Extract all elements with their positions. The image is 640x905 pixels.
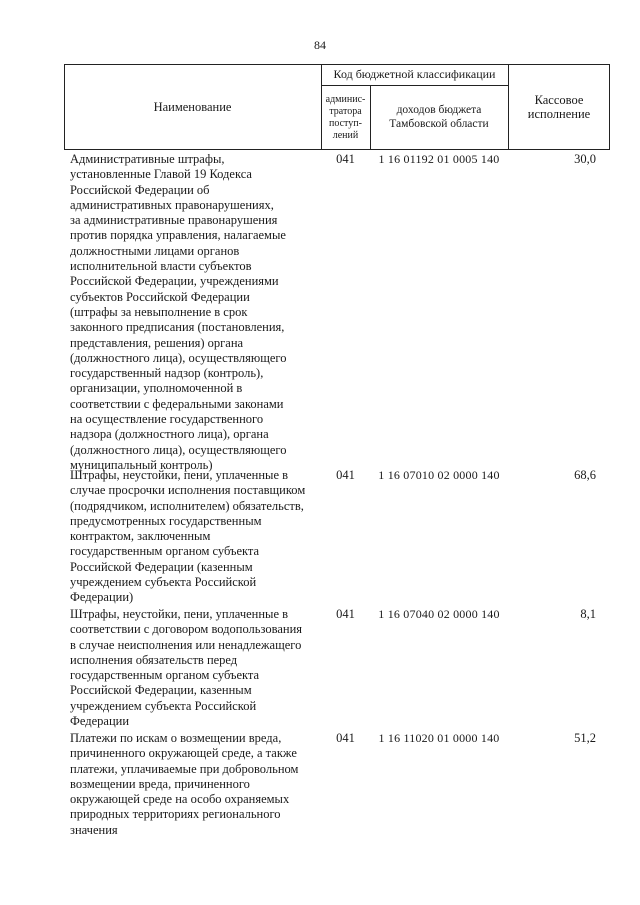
header-execution-text: Кассовое исполнение [527, 92, 591, 121]
header-admin [321, 86, 370, 149]
row-amount: 68,6 [574, 468, 596, 482]
header-budget-code-text: Код бюджетной классификации [333, 67, 496, 82]
header-name-text: Наименование [153, 99, 232, 114]
header-execution [508, 65, 610, 149]
row-amount: 30,0 [574, 152, 596, 166]
header-budget-code [321, 65, 508, 85]
row-income-code: 1 16 01192 01 0005 140 [378, 152, 500, 166]
row-admin-code: 041 [336, 731, 355, 745]
row-amount: 8,1 [580, 607, 596, 621]
table-row [64, 607, 610, 731]
table-header [64, 64, 610, 150]
row-admin-code: 041 [336, 468, 355, 482]
header-income [370, 86, 508, 149]
row-admin-code: 041 [336, 607, 355, 621]
header-admin-text: админис- тратора поступ- лений [325, 93, 366, 141]
row-admin-code: 041 [336, 152, 355, 166]
header-name [64, 65, 321, 149]
table-row [64, 731, 610, 841]
row-name: Административные штрафы, установленные Главой 19 Кодекса Российской Федерации об административных правонарушениях, за административные правонарушения против порядка управления, налагаемые должностными лицами органов исполнительной власти субъектов Российской Федерации, учреждениями субъектов Российской Федерации (штрафы за невыполнение в срок законного предписания (постановления, представления, решения) органа (должностного лица), осуществляющего государственный надзор (контроль), организации, уполномоченной в соответствии с федеральными законами на осуществление государственного надзора (должностного лица), органа (должностного лица), осуществляющего муниципальный контроль) [70, 152, 287, 472]
row-amount: 51,2 [574, 731, 596, 745]
row-name: Платежи по искам о возмещении вреда, причиненного окружающей среде, а также платежи, уплачиваемые при добровольном возмещении вреда, причиненного окружающей среде на особо охраняемых природных территориях регионального значения [70, 731, 299, 837]
header-income-text: доходов бюджета Тамбовской области [389, 104, 489, 130]
table-row [64, 152, 610, 470]
table-row [64, 468, 610, 606]
row-name: Штрафы, неустойки, пени, уплаченные в соответствии с договором водопользования в случае неисполнения или ненадлежащего исполнения обязательств перед государственным органом субъекта Российской Федерации, казенным учреждением субъекта Российской Федерации [70, 607, 303, 729]
row-income-code: 1 16 11020 01 0000 140 [378, 731, 500, 745]
row-name: Штрафы, неустойки, пени, уплаченные в случае просрочки исполнения поставщиком (подрядчиком, исполнителем) обязательств, предусмотренных государственным контрактом, заключенным государственным органом субъекта Российской Федерации (казенным учреждением субъекта Российской Федерации) [70, 468, 306, 605]
row-income-code: 1 16 07010 02 0000 140 [378, 468, 500, 482]
row-income-code: 1 16 07040 02 0000 140 [378, 607, 500, 621]
page-number: 84 [314, 38, 326, 52]
